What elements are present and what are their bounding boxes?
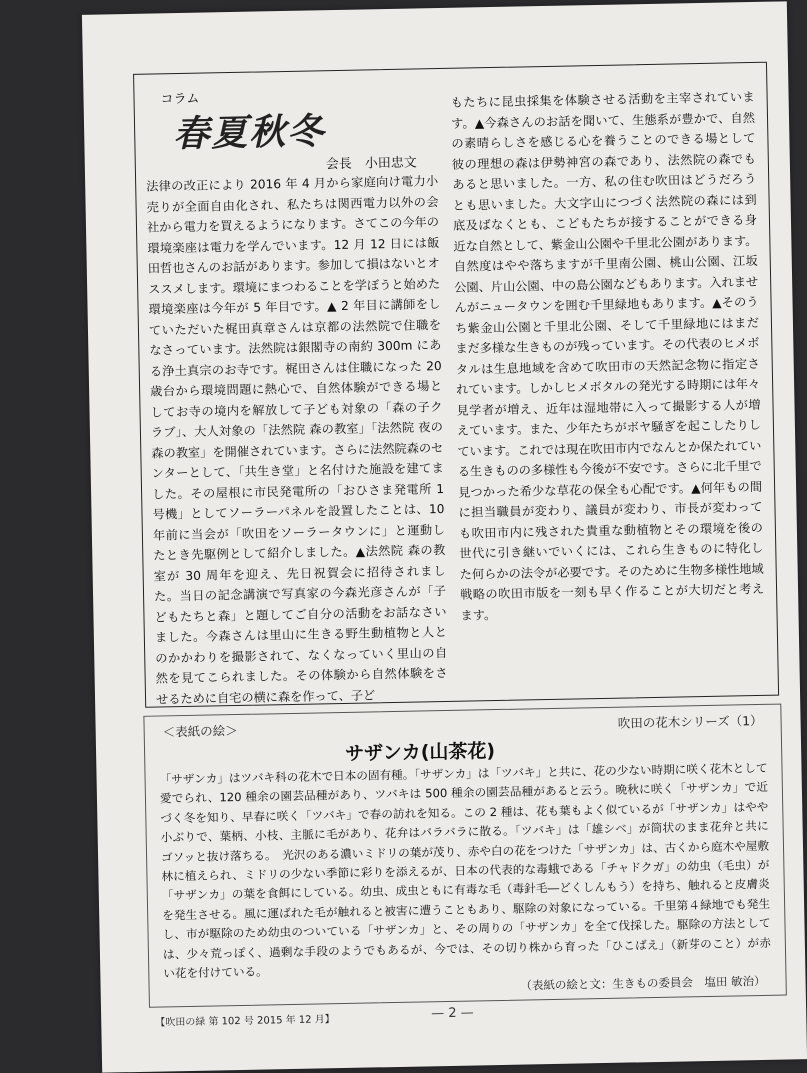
cover-label: ＜表紙の絵＞	[162, 723, 238, 740]
column-text-right: もたちに昆虫採集を体験させる活動を主宰されています。▲今森さんのお話を聞いて、生態系が豊かで、自然の素晴らしさを感じる心を養うことのできる場として彼の理想の森は伊勢神宮の森であり、法然院の森でもあると思いました。一方、私の住む吹田はどうだろうとも思いました。大文字山につづく法然院の森には到底及ばなくとも、こどもたちが接することができる身近な自然として、紫金山公園や千里北公園があります。自然度はやや落ちますが千里南公園、桃山公園、江坂公園、片山公園、中の島公園などもあります。入れませんがニュータウンを囲む千里緑地もあります。▲そのうち紫金山公園と千里北公園、そして千里緑地にはまだまだ多様な生きものが残っています。その代表のヒメボタルは生息地域を含めて吹田市の天然記念物に指定されています。しかしヒメボタルの発光する時期には年々見学者が増え、近年は湿地帯に入って撮影する人が増えています。また、少年たちがボヤ騒ぎを起こしたりしています。これでは現在吹田市内でなんとか保たれている生きものの多様性も今後が不安です。さらに北千里で見つかった希少な草花の保全も心配です。▲何年もの間に担当職員が変わり、議員が変わり、市長が変わっても吹田市内に残された貴重な動植物とその環境を後の世代に引き継いでいくには、これら生きものに特化した何らかの法令が必要です。そのために生物多様性地域戦略の吹田市版を一刻も早く作ることが大切だと考えます。	[450, 89, 765, 623]
column-box	[133, 62, 779, 708]
column-label: コラム	[160, 91, 200, 108]
cover-text: 「サザンカ」はツバキ科の花木で日本の固有種。「サザンカ」は「ツバキ」と共に、花の少ない時期に咲く花木として愛でられ、120 種余の園芸品種があり、ツバキは 500 種余の園芸品種があると云う。晩秋に咲く「サザンカ」で近づく冬を知り、早春に咲く「ツバキ」で春の訪れを知る。この 2 種は、花も葉もよく似ているが「サザンカ」はやや小ぶりで、葉柄、小枝、主脈に毛があり、花弁はバラバラに散る。「ツバキ」は「雄シベ」が筒状のまま花弁と共にゴソッと抜け落ちる。 光沢のある濃いミドリの葉が茂り、赤や白の花をつけた「サザンカ」は、古くから庭木や屋敷林に植えられ、ミドリの少ない季節に彩りを添えるが、日本の代表的な毒蛾である「チャドクガ」の幼虫（毛虫）が「サザンカ」の葉を食餌にしている。幼虫、成虫ともに有毒な毛（毒針毛―どくしんもう）を持ち、触れると皮膚炎を発生させる。風に運ばれた毛が触れると被害に遭うこともあり、駆除の対象になっている。千里第４緑地でも発生し、市が駆除のため幼虫のついている「サザンカ」と、その周りの「サザンカ」を全て伐採した。駆除の方法としては、少々荒っぽく、過剰な手段のようでもあるが、今では、その切り株から育った「ひこばえ」（新芽のこと）が赤い花を付けている。	[159, 760, 771, 981]
column-text-left: 法律の改正により 2016 年 4 月から家庭向け電力小売りが全面自由化され、私たちは関西電力以外の会社から電力を買えるようになります。さてこの今年の環境楽座は電力を学んでいます。12 月 12 日には飯田哲也さんのお話があります。参加して損はないとオススメします。環境にまつわることを学ぼうと始めた環境楽座は今年が 5 年目です。▲ 2 年目に講師をしていただいた梶田真章さんは京都の法然院で住職をなさっています。法然院は銀閣寺の南約 300m にある浄土真宗のお寺です。梶田さんは住職になった 20 歳台から環境問題に熱心で、自然体験ができる場としてお寺の境内を解放して子ども対象の「森の子クラブ」、大人対象の「法然院 森の教室」「法然院 夜の森の教室」を開催されています。さらに法然院森のセンターとして、「共生き堂」と名付けた施設を建てました。その屋根に市民発電所の「おひさま発電所 1 号機」としてソーラーパネルを設置したことは、10 年前に当会が「吹田をソーラータウンに」と運動したとき先駆例として紹介しました。▲法然院 森の教室が 30 周年を迎え、先日祝賀会に招待されました。当日の記念講演で写真家の今森光彦さんが「子どもたちと森」と題してご自分の活動をお話なさいました。今森さんは里山に生きる野生動植物と人とのかかわりを撮影されて、なくなっていく里山の自然を見てこられました。その体験から自然体験をさせるために自宅の横に森を作って、子ど	[146, 174, 448, 707]
cover-description-box	[143, 704, 786, 1008]
cover-title: サザンカ(山茶花)	[344, 740, 496, 765]
page-number: — 2 —	[431, 1005, 474, 1022]
cover-credit: （表紙の絵と文：生きもの委員会 塩田 敏治）	[520, 973, 766, 993]
newsletter-page	[82, 1, 807, 1072]
column-title: 春夏秋冬	[172, 111, 326, 156]
column-author: 会長 小田忠文	[325, 155, 417, 173]
series-label: 吹田の花木シリーズ（1）	[617, 712, 763, 731]
issue-footer: 【吹田の緑 第 102 号 2015 年 12 月】	[155, 1014, 335, 1029]
